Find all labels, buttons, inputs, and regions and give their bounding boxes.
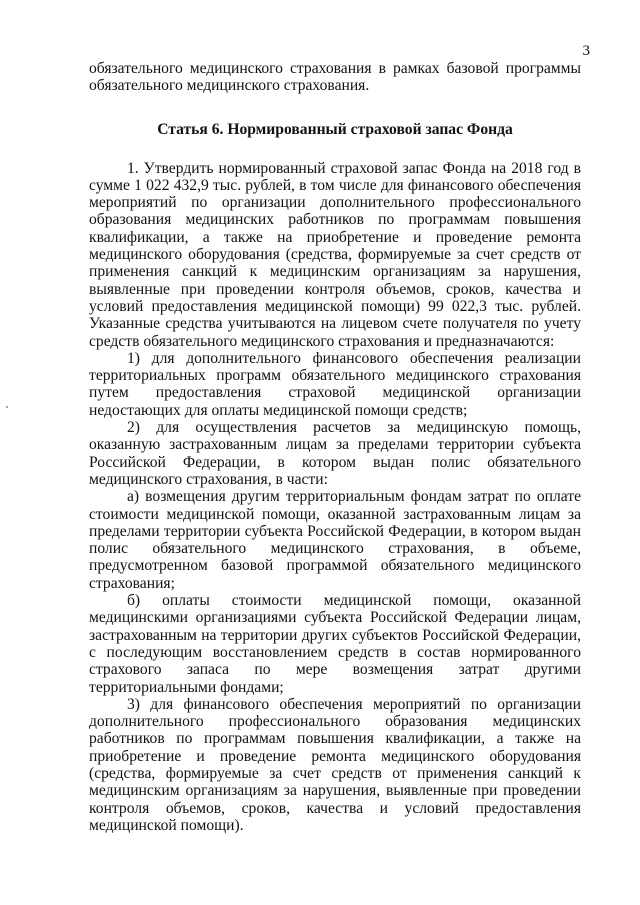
paragraph-subitem-2a: а) возмещения другим территориальным фондам затрат по оплате стоимости медицинской помощи, оказанной застрахованным лицам за пределами территории субъекта Российской Федерации, в котором выдан полис обязательного медицинского страхования, в объеме, предусмотренном базовой программой обязательного медицинского страхования; <box>89 488 581 592</box>
page-number: 3 <box>582 43 590 59</box>
paragraph-subitem-3: 3) для финансового обеспечения мероприятий по организации дополнительного профессионального образования медицинских работников по программам повышения квалификации, а также на приобретение и проведение ремонта медицинского оборудования (средства, формируемые за счет средств от применения санкций к медицинским организациям за нарушения, выявленные при проведении контроля объемов, сроков, качества и условий предоставления медицинской помощи). <box>89 695 581 834</box>
article-title: Статья 6. Нормированный страховой запас Фонда <box>157 120 513 138</box>
paragraph-subitem-1: 1) для дополнительного финансового обеспечения реализации территориальных программ обязательного медицинского страхования путем предоставления страховой медицинской организации недостающих для оплаты медицинской помощи средств; <box>89 349 581 419</box>
intro-paragraph: обязательного медицинского страхования в рамках базовой программы обязательного медицинского страхования. <box>89 60 581 95</box>
document-body <box>89 60 581 834</box>
paragraph-item-1: 1. Утвердить нормированный страховой запас Фонда на 2018 год в сумме 1 022 432,9 тыс. рублей, в том числе для финансового обеспечения мероприятий по организации дополнительного профессионального образования медицинских работников по программам повышения квалификации, а также на приобретение и проведение ремонта медицинского оборудования (средства, формируемые за счет средств от применения санкций к медицинским организациям за нарушения, выявленные при проведении контроля объемов, сроков, качества и условий предоставления медицинской помощи) 99 022,3 тыс. рублей. Указанные средства учитываются на лицевом счете получателя по учету средств обязательного медицинского страхования и предназначаются: <box>89 159 581 350</box>
paragraph-subitem-2: 2) для осуществления расчетов за медицинскую помощь, оказанную застрахованным лицам за пределами территории субъекта Российской Федерации, в котором выдан полис обязательного медицинского страхования, в части: <box>89 419 581 488</box>
paragraph-subitem-2b: б) оплаты стоимости медицинской помощи, оказанной медицинскими организациями субъекта Российской Федерации лицам, застрахованным на территории других субъектов Российской Федерации, с последующим восстановлением средств в состав нормированного страхового запаса по мере возмещения затрат другими территориальными фондами; <box>89 592 581 696</box>
scan-artifact <box>6 406 8 408</box>
